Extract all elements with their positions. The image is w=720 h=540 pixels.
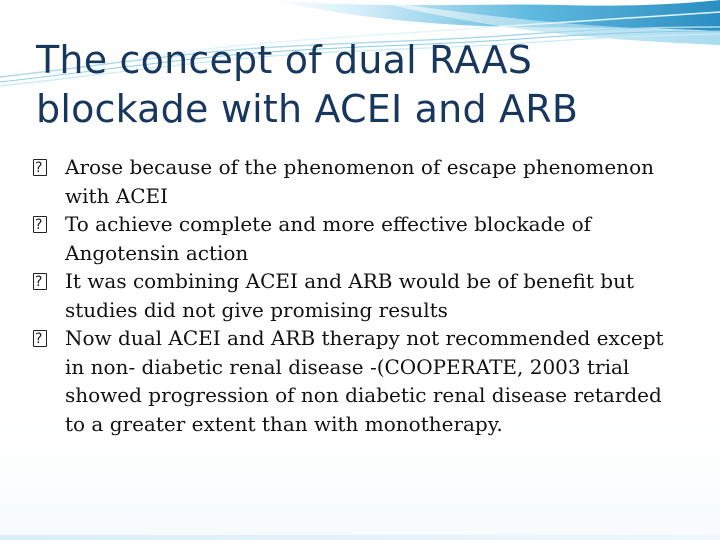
slide-title: The concept of dual RAAS blockade with ACEI and ARB [36,38,579,131]
bullet-item-recommendation [33,324,669,438]
bullet-text: Arose because of the phenomenon of escape phenomenon with ACEI [65,155,654,208]
missing-glyph-bullet-icon [33,159,47,176]
missing-glyph-bullet-icon [33,216,47,233]
bullet-text: It was combining ACEI and ARB would be of benefit but studies did not give promising results [65,269,635,322]
missing-glyph-bullet-icon [33,273,47,290]
bullet-item-combined-therapy [33,267,669,324]
bullet-item-complete-blockade [33,210,669,267]
bottom-decorative-rule [0,535,720,540]
bullet-list [33,153,669,438]
bullet-text: Now dual ACEI and ARB therapy not recommended except in non- diabetic renal disease -(COOPERATE, 2003 trial showed progression of non diabetic renal disease retarded to a greater extent than with monotherapy. [65,326,664,436]
bullet-text: To achieve complete and more effective blockade of Angotensin action [65,212,592,265]
bullet-item-escape-phenomenon [33,153,669,210]
missing-glyph-bullet-icon [33,330,47,347]
